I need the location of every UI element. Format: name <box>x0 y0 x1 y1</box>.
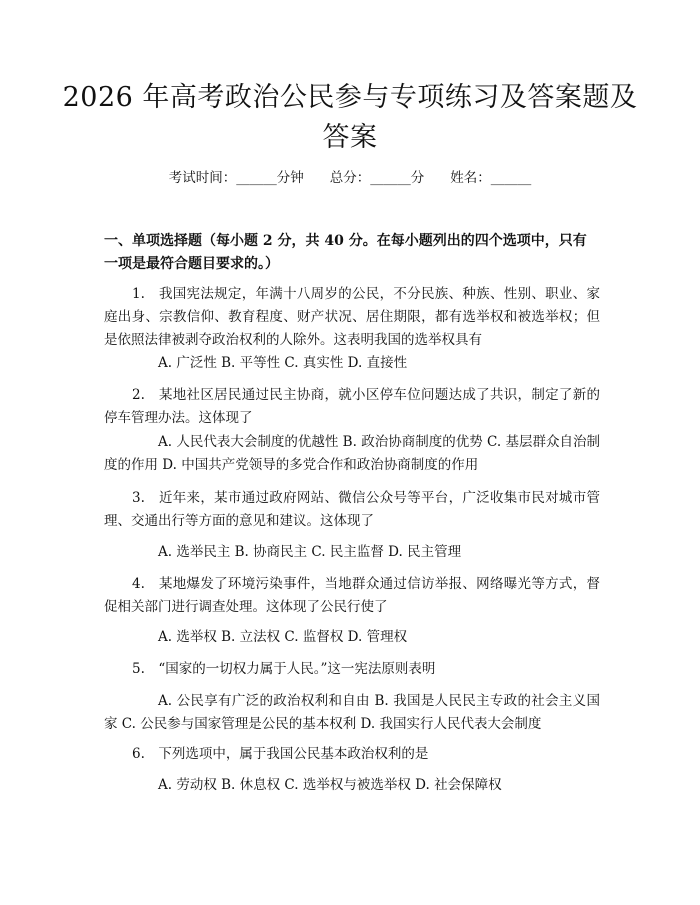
question-1-stem: 1. 我国宪法规定，年满十八周岁的公民，不分民族、种族、性别、职业、家庭出身、宗教信仰、教育程度、财产状况、居住期限，都有选举权和被选举权；但是依照法律被剥夺政治权利的人除外。这表明我国的选举权具有 <box>104 286 600 348</box>
question-6-stem: 6. 下列选项中，属于我国公民基本政治权利的是 <box>132 746 429 762</box>
question-4-stem: 4. 某地爆发了环境污染事件，当地群众通过信访举报、网络曝光等方式，督促相关部门进行调查处理。这体现了公民行使了 <box>104 576 600 615</box>
question-6-options: A. 劳动权 B. 休息权 C. 选举权与被选举权 D. 社会保障权 <box>158 777 502 793</box>
question-2-options: A. 人民代表大会制度的优越性 B. 政治协商制度的优势 C. 基层群众自治制度的作用 D. 中国共产党领导的多党合作和政治协商制度的作用 <box>104 434 600 473</box>
question-5-stem: 5. “国家的一切权力属于人民。”这一宪法原则表明 <box>132 661 436 677</box>
question-2-stem: 2. 某地社区居民通过民主协商，就小区停车位问题达成了共识，制定了新的停车管理办法。这体现了 <box>104 387 600 426</box>
question-5-options: A. 公民享有广泛的政治权利和自由 B. 我国是人民民主专政的社会主义国家 C. 公民参与国家管理是公民的基本权利 D. 我国实行人民代表大会制度 <box>104 693 600 732</box>
question-3-options: A. 选举民主 B. 协商民主 C. 民主监督 D. 民主管理 <box>158 544 462 560</box>
total-score-label: 总分：______分 <box>329 170 425 186</box>
document-title: 2026 年高考政治公民参与专项练习及答案题及答案 <box>62 82 638 153</box>
question-4-options: A. 选举权 B. 立法权 C. 监督权 D. 管理权 <box>158 629 408 645</box>
question-3-stem: 3. 近年来，某市通过政府网站、微信公众号等平台，广泛收集市民对城市管理、交通出行等方面的意见和建议。这体现了 <box>104 490 600 529</box>
question-1-options: A. 广泛性 B. 平等性 C. 真实性 D. 直接性 <box>158 355 408 371</box>
student-name-label: 姓名：______ <box>450 170 532 186</box>
exam-info-line <box>0 169 700 187</box>
section-heading: 一、单项选择题（每小题 2 分，共 40 分。在每小题列出的四个选项中，只有一项是最符合题目要求的。） <box>104 233 587 272</box>
exam-time-label: 考试时间：______分钟 <box>168 170 304 186</box>
